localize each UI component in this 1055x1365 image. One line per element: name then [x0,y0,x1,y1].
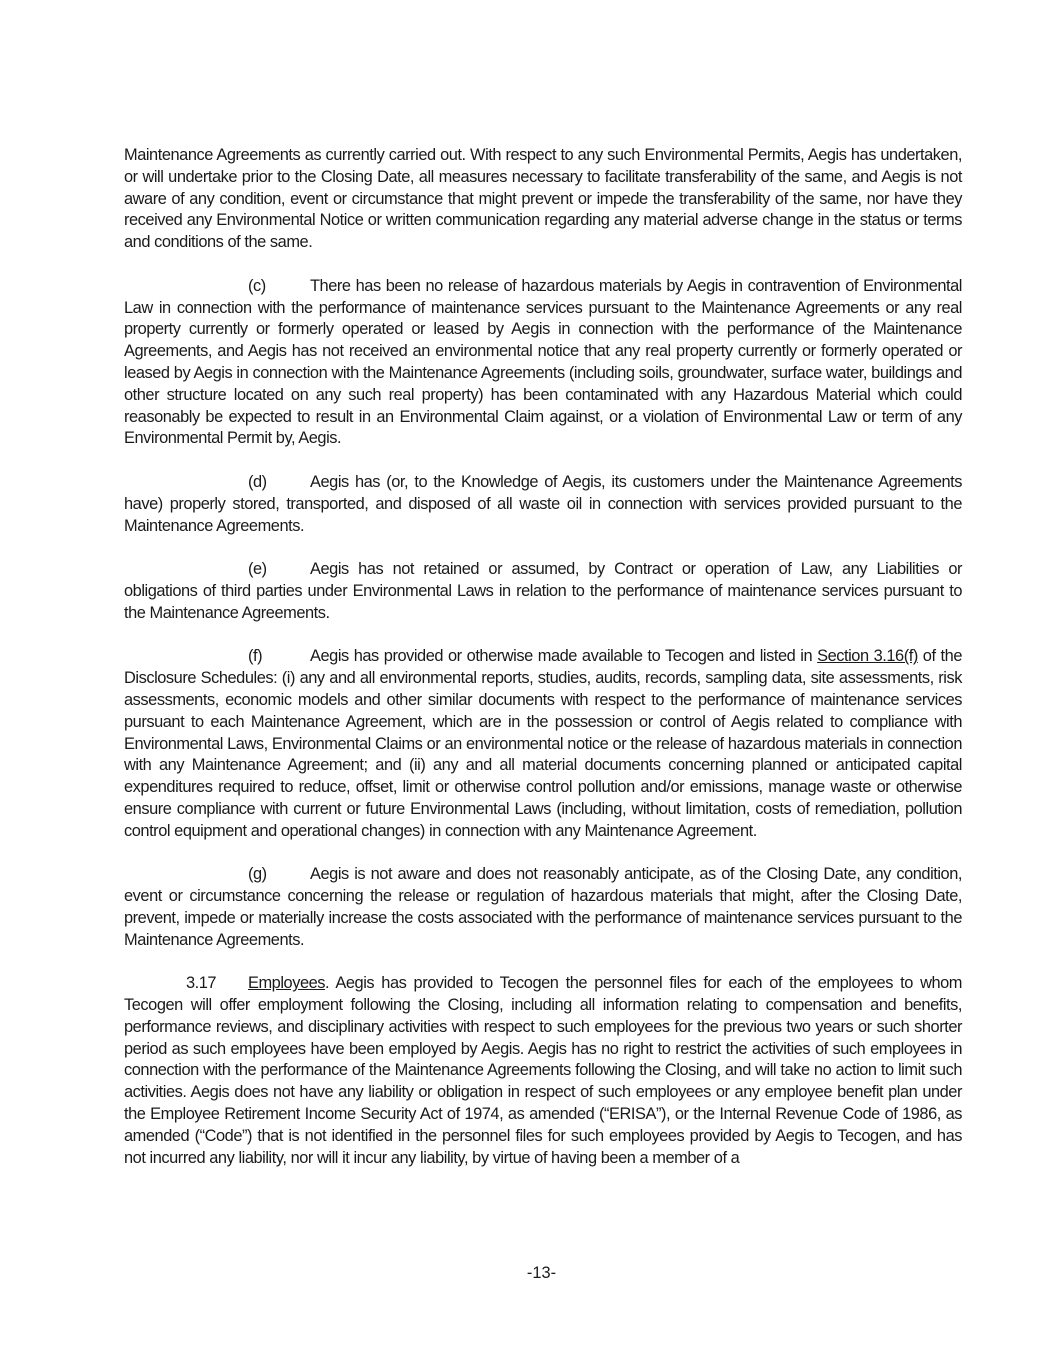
clause-label: (f) [248,647,263,666]
clause-text: Aegis is not aware and does not reasonably anticipate, as of the Closing Date, any condition, event or circumstance concerning the release or regulation of hazardous materials that might, after the Closing Date, prevent, impede or materially increase the costs associated with the performance of maintenance services pursuant to the Maintenance Agreements. [124,865,962,949]
continuation-paragraph: Maintenance Agreements as currently carried out. With respect to any such Environmental Permits, Aegis has undertaken, or will undertake prior to the Closing Date, all measures necessary to facilitate transferability of the same, and Aegis is not aware of any condition, event or circumstance that might prevent or impede the transferability of the same, nor have they received any Environmental Notice or written communication regarding any material adverse change in the status or terms and conditions of the same. [124,146,962,252]
clause-label: (e) [248,560,267,579]
clause-text: of the Disclosure Schedules: (i) any and all environmental reports, studies, audits, records, sampling data, site assessments, risk assessments, economic models and other similar documents with respect to the performance of maintenance services pursuant to each Maintenance Agreement, which are in the possession or control of Aegis related to compliance with Environmental Laws, Environmental Claims or an environmental notice or the release of hazardous materials in connection with any Maintenance Agreement; and (ii) any and all material documents concerning planned or anticipated capital expenditures required to reduce, offset, limit or otherwise control pollution and/or emissions, manage waste or otherwise ensure compliance with current or future Environmental Laws (including, without limitation, costs of remediation, pollution control equipment and operational changes) in connection with any Maintenance Agreement. [124,647,962,840]
document-page [124,145,962,1191]
section-text: . Aegis has provided to Tecogen the personnel files for each of the employees to whom Tecogen will offer employment following the Closing, including all information relating to compensation and benefits, performance reviews, and disciplinary activities with respect to such employees for the previous two years or such shorter period as such employees have been employed by Aegis. Aegis has no right to restrict the activities of such employees in connection with the performance of the Maintenance Agreements following the Closing, and will take no action to limit such activities. Aegis does not have any liability or obligation in respect of such employees or any employee benefit plan under the Employee Retirement Income Security Act of 1974, as amended (“ERISA”), or the Internal Revenue Code of 1986, as amended (“Code”) that is not identified in the personnel files for such employees provided by Aegis to Tecogen, and has not incurred any liability, nor will it incur any liability, by virtue of having been a member of a [124,974,962,1167]
section-title: Employees [248,974,326,993]
clause-text: Aegis has provided or otherwise made available to Tecogen and listed in [310,647,818,666]
section-reference-link: Section 3.16(f) [817,647,918,666]
clause-c [124,276,962,450]
clause-text: Aegis has (or, to the Knowledge of Aegis, its customers under the Maintenance Agreements have) properly stored, transported, and disposed of all waste oil in connection with services provided pursuant to the Maintenance Agreements. [124,472,962,535]
clause-f [124,646,962,842]
clause-text: There has been no release of hazardous materials by Aegis in contravention of Environmental Law in connection with the performance of maintenance services pursuant to the Maintenance Agreements or any real property currently or formerly operated or leased by Aegis in connection with the performance of the Maintenance Agreements, and Aegis has not received an environmental notice that any real property currently or formerly operated or leased by Aegis in connection with the Maintenance Agreements (including soils, groundwater, surface water, buildings and other structure located on any such real property) has been contaminated with any Hazardous Material which could reasonably be expected to result in an Environmental Claim against, or a violation of Environmental Law or term of any Environmental Permit by, Aegis. [124,276,962,448]
clause-d [124,472,962,537]
section-number: 3.17 [186,974,217,993]
section-3-17 [124,973,962,1169]
clause-label: (c) [248,276,266,295]
clause-e [124,559,962,624]
clause-label: (d) [248,472,267,491]
page-number: -13- [526,1264,557,1282]
clause-g [124,864,962,951]
clause-label: (g) [248,865,267,884]
clause-text: Aegis has not retained or assumed, by Contract or operation of Law, any Liabilities or obligations of third parties under Environmental Laws in relation to the performance of maintenance services pursuant to the Maintenance Agreements. [124,560,962,622]
